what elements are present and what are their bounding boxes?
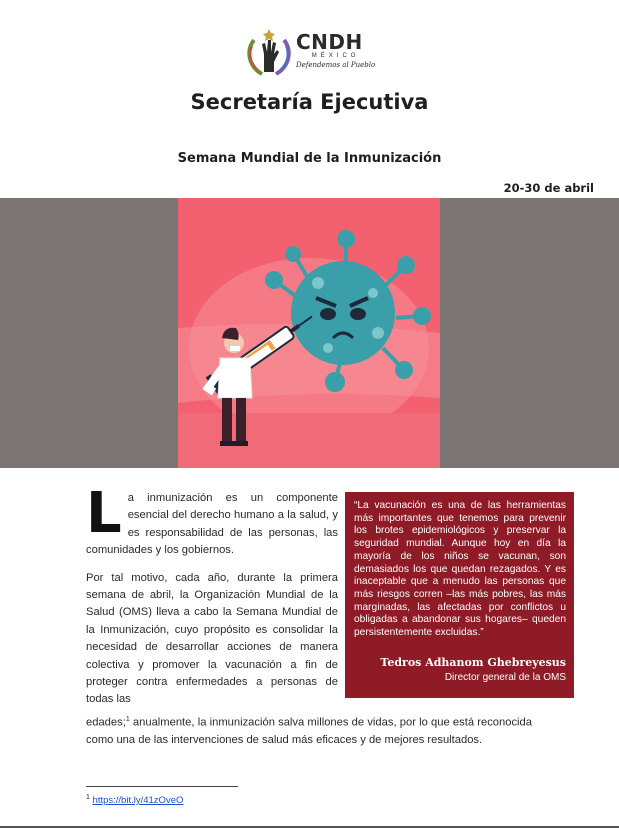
vaccination-illustration: [178, 198, 440, 468]
quote-text: “La vacunación es una de las herramientas más importantes que tenemos para prevenir los brotes epidemiológicos y preservar la seguridad mundial. Aunque hoy en día la mayoría de los niños se vacunan, son demasiados los que quedan rezagados. Y es inaceptable que a menudo las personas que más riesgos corren –las más pobres, las más marginadas, las afectadas por conflictos u obligadas a abandonar sus hogares– queden persistentemente excluidas.”: [354, 500, 566, 639]
paragraph-2: Por tal motivo, cada año, durante la primera semana de abril, la Organización Mundial de la Salud (OMS) lleva a cabo la Semana Mundial de la Inmunización, cuyo propósito es consolidar la necesidad de desarrollar acciones de manera colectiva y promover la vacunación a fin de proteger contra enfermedades a personas de todas las: [86, 571, 338, 706]
paragraph-1: [86, 481, 338, 560]
footnote-mark: 1: [86, 794, 90, 801]
logo-name: CNDH: [296, 30, 363, 54]
article-body: [86, 481, 338, 719]
footnote-link[interactable]: https://bit.ly/41zOveO: [92, 795, 184, 807]
paragraph-2-tail-a: edades;: [86, 716, 126, 729]
drop-cap: L: [86, 481, 122, 546]
page-subtitle: Semana Mundial de la Inmunización: [177, 151, 442, 166]
banner: [0, 198, 619, 468]
virus-vaccine-icon: [178, 198, 440, 468]
cndh-logo: [244, 26, 384, 80]
quote-author: Tedros Adhanom Ghebreyesus: [380, 655, 566, 669]
page-title: Secretaría Ejecutiva: [190, 90, 429, 114]
footnote-reference[interactable]: 1: [125, 716, 130, 723]
quote-box: [345, 492, 574, 698]
logo-country: MÉXICO: [311, 53, 360, 59]
logo-motto: Defendemos al Pueblo: [296, 61, 376, 69]
quote-author-role: Director general de la OMS: [444, 671, 566, 683]
paragraph-2-continuation: [86, 711, 532, 750]
footnote: [86, 794, 183, 806]
paragraph-2-tail-b: anualmente, la inmunización salva millones de vidas, por lo que está reconocida como una de las intervenciones de salud más eficaces y de mejores resultados.: [86, 716, 532, 747]
cndh-emblem-icon: [244, 26, 294, 80]
footnote-divider: [86, 786, 238, 787]
paragraph-1-text: a inmunización es un componente esencial del derecho humano a la salud, y es responsabilidad de las personas, las comunidades y los gobiernos.: [86, 492, 338, 557]
date-range: 20-30 de abril: [503, 181, 594, 195]
